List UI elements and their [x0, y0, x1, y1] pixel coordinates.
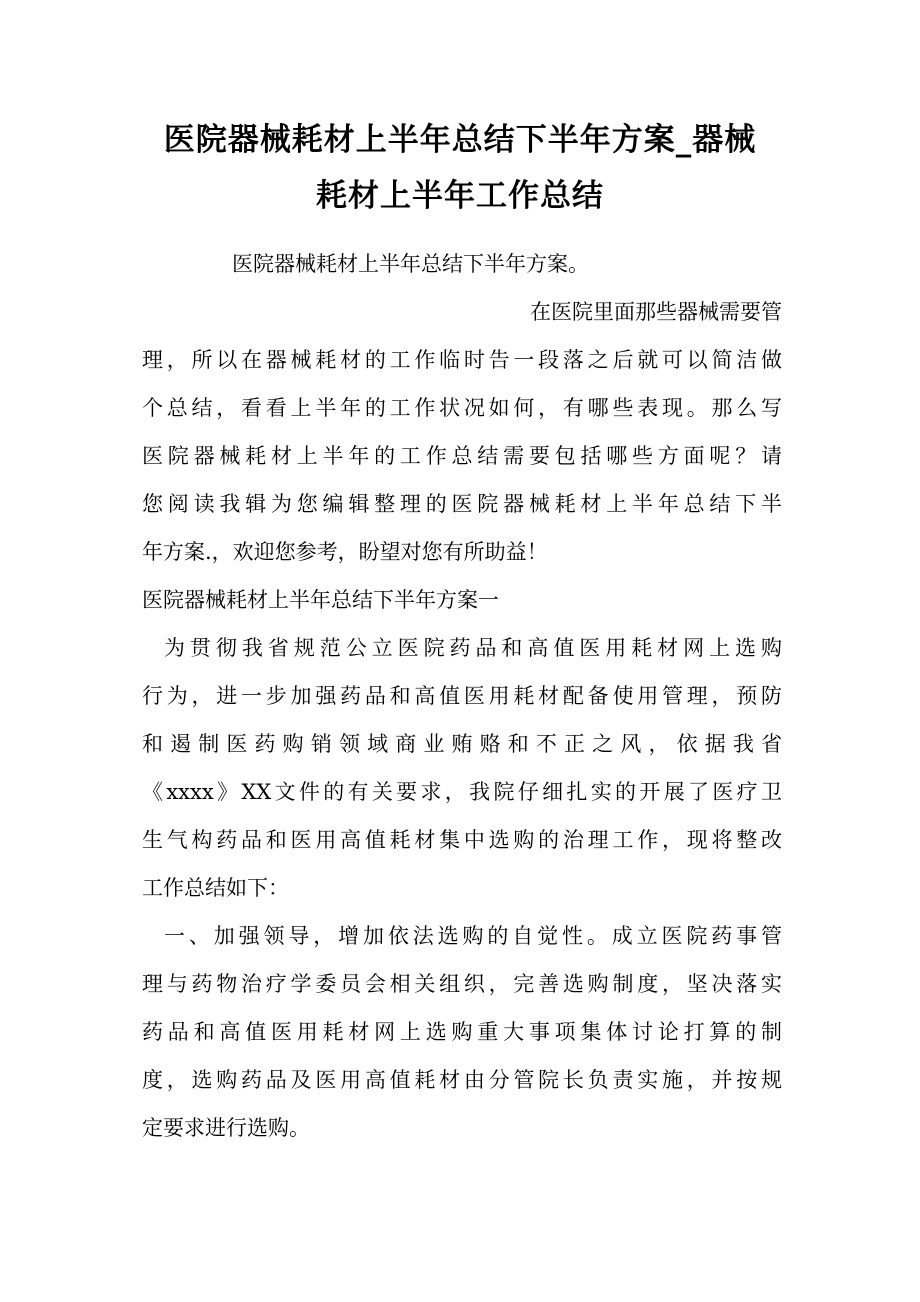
para1-line-6: 工作总结如下：	[142, 876, 289, 900]
para1-line-4: 《xxxx》XX文件的有关要求，我院仔细扎实的开展了医疗卫	[142, 780, 782, 804]
document-title	[120, 112, 800, 224]
para2-line-5: 定要求进行选购。	[142, 1116, 310, 1140]
para2-line-3: 药品和高值医用耗材网上选购重大事项集体讨论打算的制	[142, 1020, 782, 1044]
title-line-2: 耗材上半年工作总结	[316, 178, 604, 214]
intro-line-4: 医院器械耗材上半年的工作总结需要包括哪些方面呢？请	[142, 444, 782, 468]
section-heading: 医院器械耗材上半年总结下半年方案一	[142, 588, 499, 612]
para2-line-4: 度，选购药品及医用高值耗材由分管院长负责实施，并按规	[142, 1068, 782, 1092]
para1-line-5: 生气构药品和医用高值耗材集中选购的治理工作，现将整改	[142, 828, 782, 852]
para1-line-2: 行为，进一步加强药品和高值医用耗材配备使用管理，预防	[142, 684, 782, 708]
subtitle-line: 医院器械耗材上半年总结下半年方案。	[232, 252, 589, 276]
intro-line-1: 在医院里面那些器械需要管	[530, 300, 782, 324]
para2-line-1: 一、加强领导，增加依法选购的自觉性。成立医院药事管	[164, 924, 782, 948]
intro-line-2: 理，所以在器械耗材的工作临时告一段落之后就可以简洁做	[142, 348, 782, 372]
intro-line-5: 您阅读我辑为您编辑整理的医院器械耗材上半年总结下半	[142, 492, 782, 516]
intro-line-6: 年方案.，欢迎您参考，盼望对您有所助益！	[142, 540, 548, 564]
para2-line-2: 理与药物治疗学委员会相关组织，完善选购制度，坚决落实	[142, 972, 782, 996]
title-line-1: 医院器械耗材上半年总结下半年方案_器械	[163, 122, 757, 158]
intro-line-3: 个总结，看看上半年的工作状况如何，有哪些表现。那么写	[142, 396, 782, 420]
para1-line-3: 和遏制医药购销领域商业贿赂和不正之风，依据我省	[142, 732, 782, 756]
para1-line-1: 为贯彻我省规范公立医院药品和高值医用耗材网上选购	[164, 636, 782, 660]
